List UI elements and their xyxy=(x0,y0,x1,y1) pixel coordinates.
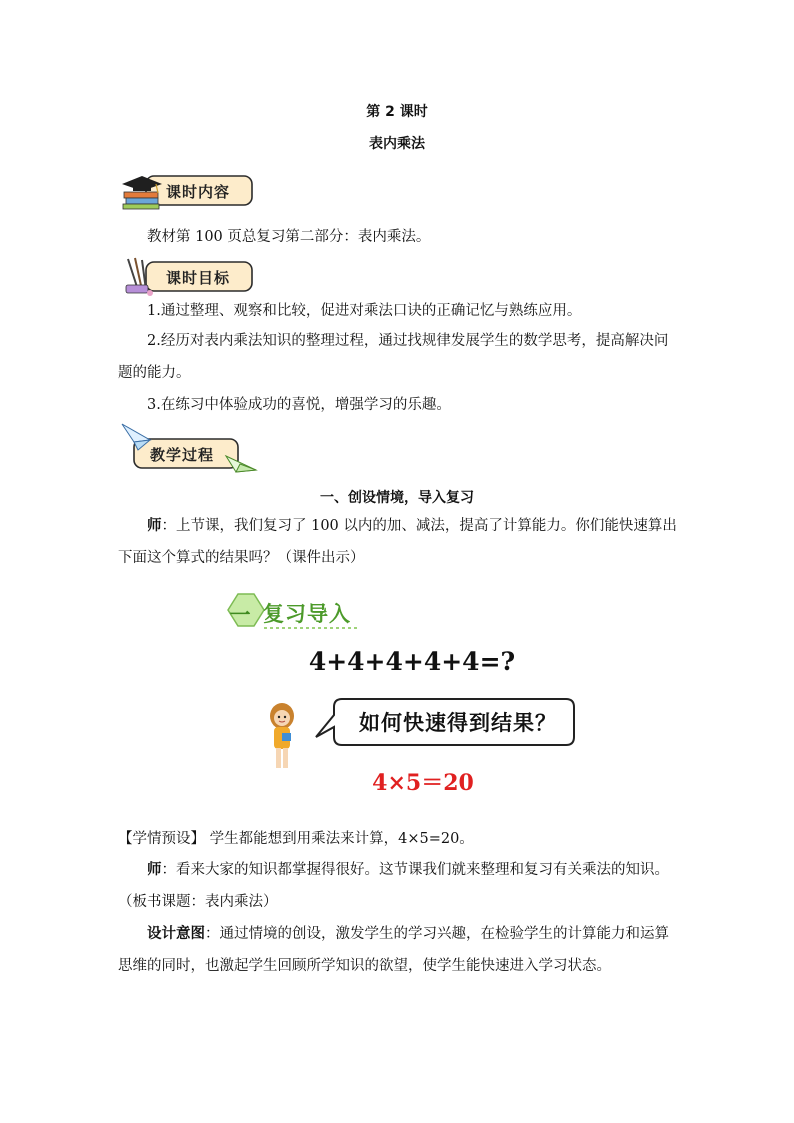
slide-tag-number: 一 xyxy=(229,603,251,627)
learning-preset xyxy=(118,823,678,855)
design-intent xyxy=(118,918,678,982)
teacher-remark-1 xyxy=(118,510,678,574)
learning-preset-text: 学生都能想到用乘法来计算，4×5=20。 xyxy=(205,831,474,847)
teacher-remark-2-text: ：看来大家的知识都掌握得很好。这节课我们就来整理和复习有关乘法的知识。（板书课题：表内乘法） xyxy=(118,862,669,910)
slide-expression: 4+4+4+4+4=? xyxy=(308,647,516,676)
badge-teaching-process xyxy=(120,422,260,474)
teacher-remark-2 xyxy=(118,854,678,918)
speech-bubble-text: 如何快速得到结果？ xyxy=(359,711,557,735)
badge-lesson-content-label: 课时内容 xyxy=(166,183,231,201)
design-intent-text: ：通过情境的创设，激发学生的学习兴趣，在检验学生的计算能力和运算思维的同时，也激起学生回顾所学知识的欲望，使学生能快速进入学习状态。 xyxy=(118,926,669,974)
slide-tag-title: 复习导入 xyxy=(263,602,351,626)
design-intent-label: 设计意图 xyxy=(147,925,205,942)
goal-item-1: 1.通过整理、观察和比较，促进对乘法口诀的正确记忆与熟练应用。 xyxy=(147,303,582,319)
teacher-label: 师 xyxy=(147,517,162,534)
badge-teaching-process-label: 教学过程 xyxy=(150,446,215,464)
section-title: 一、创设情境，导入复习 xyxy=(320,490,474,506)
learning-preset-label: 【学情预设】 xyxy=(118,831,205,847)
lesson-topic-title: 表内乘法 xyxy=(369,136,425,152)
slide-answer: 4×5＝20 xyxy=(372,770,474,796)
goal-item-3: 3.在练习中体验成功的喜悦，增强学习的乐趣。 xyxy=(147,397,451,413)
badge-lesson-content xyxy=(120,170,260,212)
teacher-remark-1-text: ：上节课，我们复习了 100 以内的加、减法，提高了计算能力。你们能快速算出下面这个算式的结果吗？（课件出示） xyxy=(118,518,677,566)
lesson-content-text: 教材第 100 页总复习第二部分：表内乘法。 xyxy=(147,229,431,245)
lesson-number-title: 第 2 课时 xyxy=(366,104,428,120)
badge-lesson-goals xyxy=(120,256,260,298)
goal-item-2: 2.经历对表内乘法知识的整理过程，通过找规律发展学生的数学思考，提高解决问题的能力。 xyxy=(118,333,669,381)
teacher-girl-icon xyxy=(262,700,302,772)
badge-lesson-goals-label: 课时目标 xyxy=(166,269,231,287)
teacher-label-2: 师 xyxy=(147,861,162,878)
teacher-illustration xyxy=(262,700,302,772)
